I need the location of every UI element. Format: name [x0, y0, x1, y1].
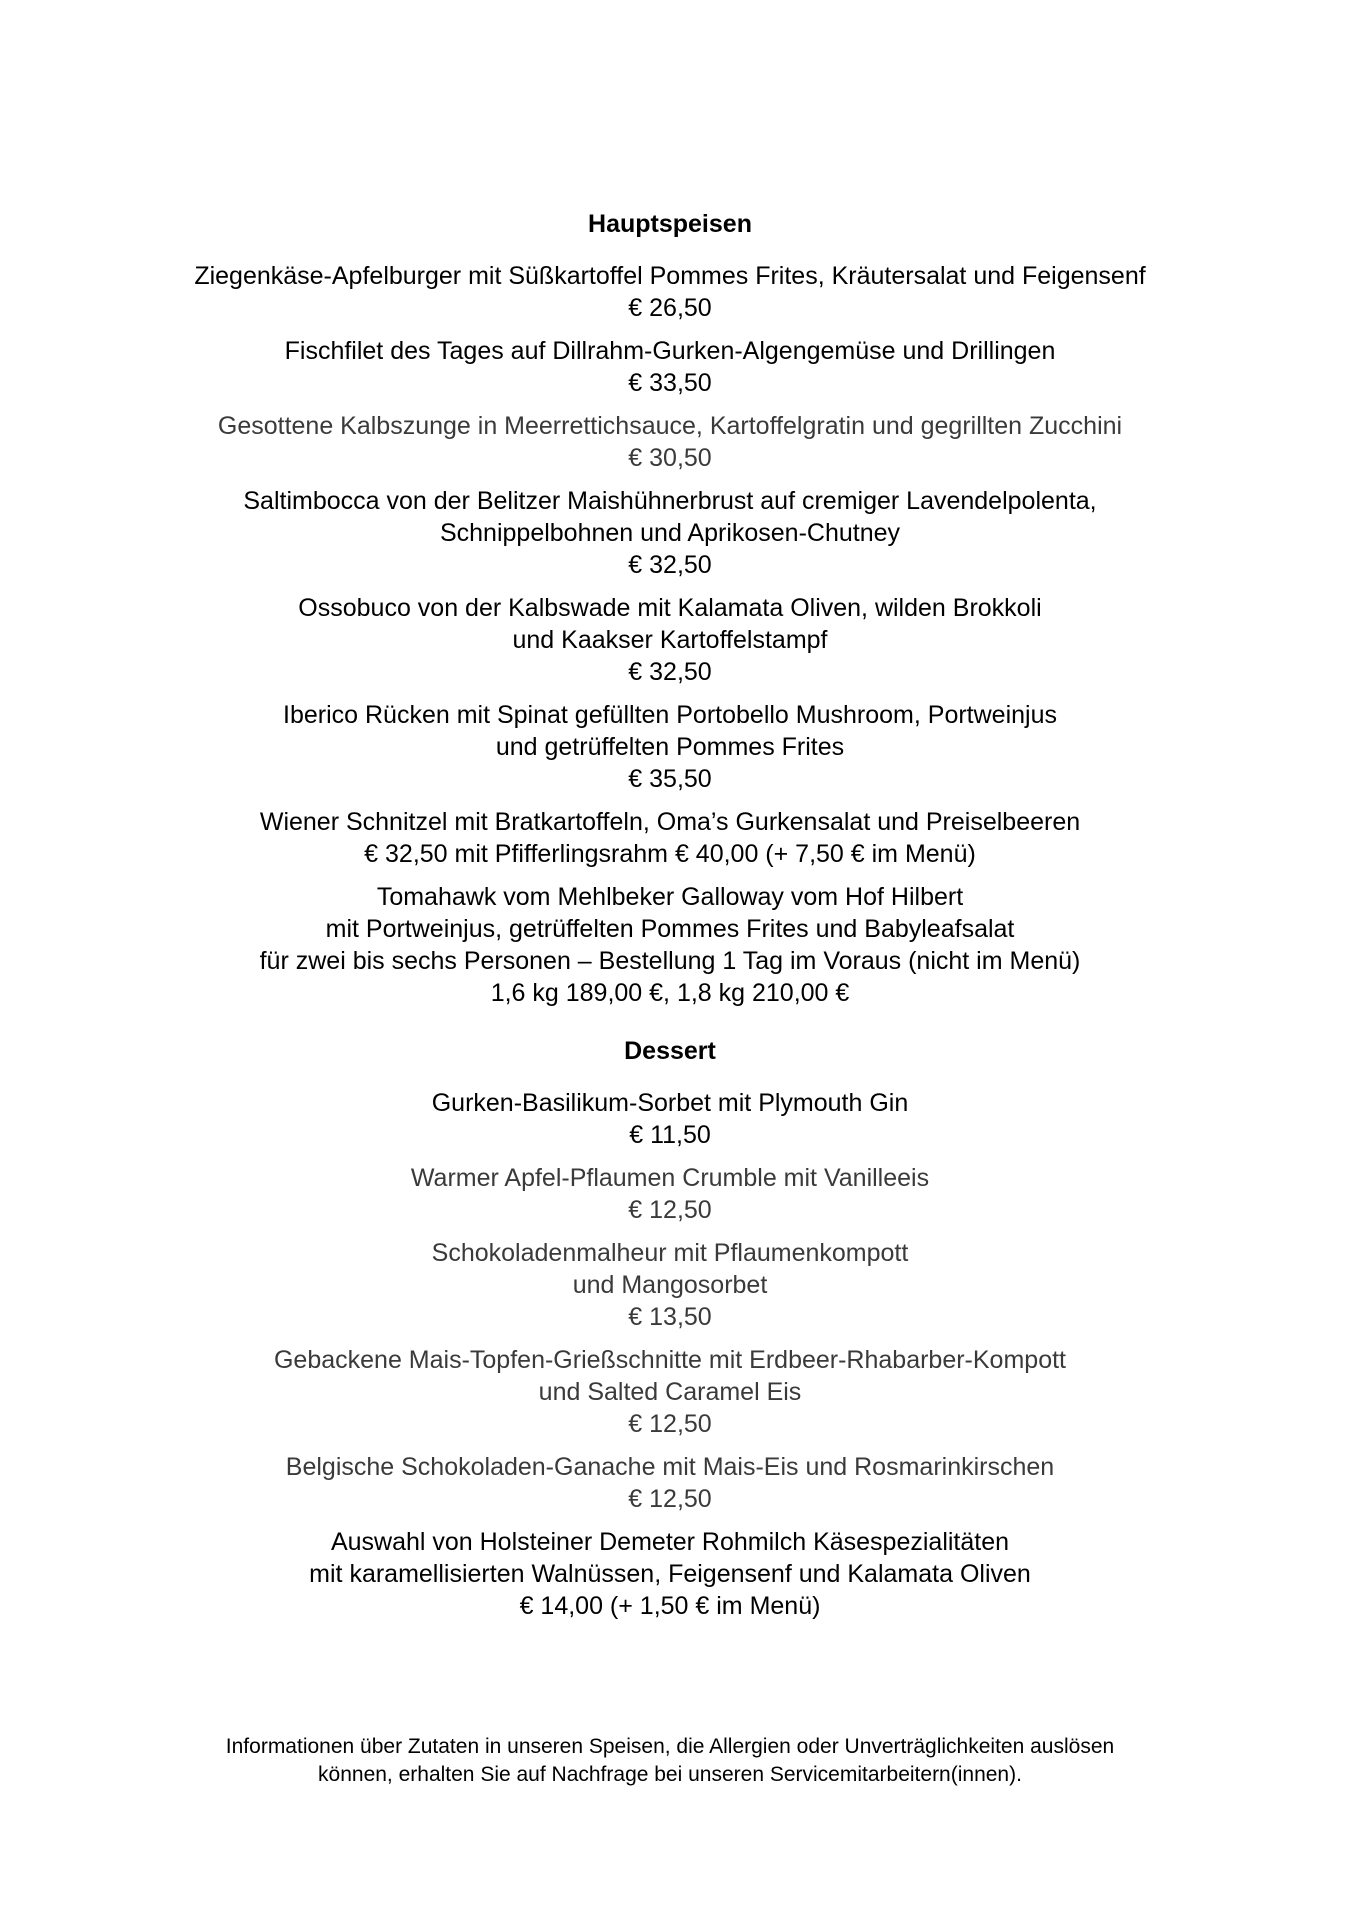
menu-content: [0, 208, 1340, 1633]
dish-price: € 30,50: [628, 444, 712, 472]
main-courses-title: Hauptspeisen: [588, 210, 752, 238]
main-dish-1: [0, 260, 1340, 324]
dish-line: Saltimbocca von der Belitzer Maishühnerbrust auf cremiger Lavendelpolenta,: [243, 487, 1097, 515]
dish-line: und getrüffelten Pommes Frites: [495, 733, 845, 761]
dessert-dish-5: [0, 1451, 1340, 1515]
dish-price: € 32,50: [628, 551, 712, 579]
allergen-note: [0, 1733, 1340, 1789]
allergen-note-line: Informationen über Zutaten in unseren Speisen, die Allergien oder Unverträglichkeiten auslösen: [225, 1735, 1115, 1758]
dish-line: Warmer Apfel-Pflaumen Crumble mit Vanilleeis: [410, 1164, 930, 1192]
dish-price: € 12,50: [628, 1410, 712, 1438]
dish-line: Gurken-Basilikum-Sorbet mit Plymouth Gin: [431, 1089, 909, 1117]
dish-line: mit Portweinjus, getrüffelten Pommes Frites und Babyleafsalat: [325, 915, 1015, 943]
dish-price: € 12,50: [628, 1196, 712, 1224]
dessert-dish-2: [0, 1162, 1340, 1226]
dish-line: Ossobuco von der Kalbswade mit Kalamata Oliven, wilden Brokkoli: [298, 594, 1042, 622]
dish-line: Belgische Schokoladen-Ganache mit Mais-Eis und Rosmarinkirschen: [285, 1453, 1055, 1481]
dish-price: € 32,50: [628, 658, 712, 686]
dish-line: Schokoladenmalheur mit Pflaumenkompott: [431, 1239, 909, 1267]
dish-line: Auswahl von Holsteiner Demeter Rohmilch Käsespezialitäten: [330, 1528, 1010, 1556]
dish-price: € 26,50: [628, 294, 712, 322]
main-dish-8: [0, 881, 1340, 1009]
dessert-dish-3: [0, 1237, 1340, 1333]
dish-line: Gesottene Kalbszunge in Meerrettichsauce, Kartoffelgratin und gegrillten Zucchini: [217, 412, 1123, 440]
dish-line: und Kaakser Kartoffelstampf: [512, 626, 828, 654]
dish-line: Tomahawk vom Mehlbeker Galloway vom Hof Hilbert: [376, 883, 964, 911]
dessert-title: Dessert: [624, 1037, 716, 1065]
dish-price: € 35,50: [628, 765, 712, 793]
main-dish-7: [0, 806, 1340, 870]
main-dish-2: [0, 335, 1340, 399]
dessert-dish-4: [0, 1344, 1340, 1440]
dish-price: € 14,00 (+ 1,50 € im Menü): [519, 1592, 821, 1620]
dish-line: und Salted Caramel Eis: [538, 1378, 802, 1406]
dessert-dish-6: [0, 1526, 1340, 1622]
main-dish-6: [0, 699, 1340, 795]
dish-price: € 13,50: [628, 1303, 712, 1331]
dish-line: Wiener Schnitzel mit Bratkartoffeln, Oma’s Gurkensalat und Preiselbeeren: [259, 808, 1081, 836]
dish-price: € 33,50: [628, 369, 712, 397]
main-dish-4: [0, 485, 1340, 581]
dish-line: Schnippelbohnen und Aprikosen-Chutney: [439, 519, 901, 547]
dish-line: mit karamellisierten Walnüssen, Feigensenf und Kalamata Oliven: [309, 1560, 1031, 1588]
dish-line: und Mangosorbet: [572, 1271, 768, 1299]
dish-price: 1,6 kg 189,00 €, 1,8 kg 210,00 €: [490, 979, 850, 1007]
dish-price: € 12,50: [628, 1485, 712, 1513]
main-dish-3: [0, 410, 1340, 474]
dish-line: Gebackene Mais-Topfen-Grießschnitte mit Erdbeer-Rhabarber-Kompott: [273, 1346, 1066, 1374]
main-dish-5: [0, 592, 1340, 688]
allergen-note-line: können, erhalten Sie auf Nachfrage bei unseren Servicemitarbeitern(innen).: [318, 1763, 1022, 1786]
dish-line: Fischfilet des Tages auf Dillrahm-Gurken-Algengemüse und Drillingen: [284, 337, 1056, 365]
dish-line: für zwei bis sechs Personen – Bestellung 1 Tag im Voraus (nicht im Menü): [259, 947, 1081, 975]
dish-price: € 32,50 mit Pfifferlingsrahm € 40,00 (+ 7,50 € im Menü): [364, 840, 976, 868]
dish-line: Ziegenkäse-Apfelburger mit Süßkartoffel Pommes Frites, Kräutersalat und Feigensenf: [194, 262, 1146, 290]
dish-line: Iberico Rücken mit Spinat gefüllten Portobello Mushroom, Portweinjus: [283, 701, 1057, 729]
dessert-dish-1: [0, 1087, 1340, 1151]
dish-price: € 11,50: [629, 1121, 711, 1149]
